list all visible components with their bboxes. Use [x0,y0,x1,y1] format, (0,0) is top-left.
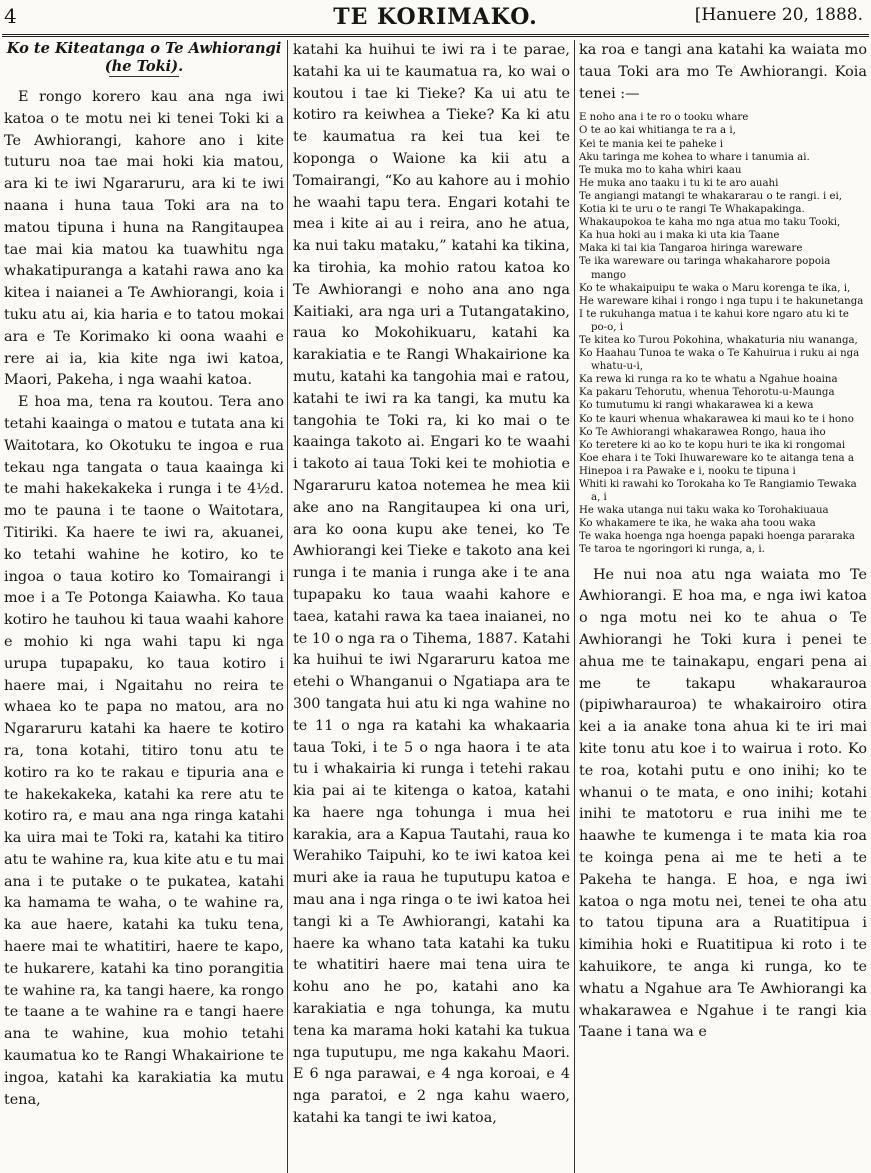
poem-line: Whakaupokoa te kaha mo nga atua mo taku Tooki, [579,217,841,229]
paragraph: E rongo korero kau ana nga iwi katoa o te motu nei ki tenei Toki ki a Te Awhiorangi, kahore ano i kite tuturu noa tae mai hoki kia matou, ara ki te iwi Ngararuru, ara ki te iwi naana i huna taua Toki ara na to matou tipuna i huna na Rangitaupea tae mai kia matou ka tuawhitu nga whakatipuranga a katahi rawa ano ka kitea i naianei a Te Awhiorangi, koia i tuku atu ai, kia haria e to tatou mokai ara e Te Korimako ki oona waahi e rere ai ia, kia kite nga iwi katoa, Maori, Pakeha, i nga waahi katoa. [4,89,284,389]
column-divider [287,40,288,1173]
poem-line: Ko te kauri whenua whakarawea ki maui ko te i hono [579,413,854,425]
poem-line: Kei te mania kei te paheke i [579,138,724,150]
poem-line: E noho ana i te ro o tooku whare [579,112,749,124]
poem-line: Kotia ki te uru o te rangi Te Whakapakinga. [579,204,805,216]
poem-line: O te ao kai whitianga te ra a i, [579,125,736,137]
poem-line: Ko tumutumu ki rangi whakarawea ki a kewa [579,400,814,412]
paragraph: ka roa e tangi ana katahi ka waiata mo taua Toki ara mo Te Awhiorangi. Koia tenei :— [579,42,867,102]
page-number: 4 [4,4,17,28]
page-header [0,0,871,40]
title-rule [109,76,179,77]
masthead-title: TE KORIMAKO. [333,4,538,30]
poem-line: Ka pakaru Tehorutu, whenua Tehorotu-u-Maunga [579,387,835,399]
poem-line: Hinepoa i ra Pawake e i, nooku te tipuna i [579,465,796,477]
poem-line: He muka ano taaku i tu ki te aro auahi [579,177,779,189]
poem-line: Koe ehara i te Toki Ihuwareware ko te aitanga tena a [579,452,854,464]
poem-line: Aku taringa me kohea to whare i tanumia ai. [579,151,810,163]
poem-line: Ko Haahau Tunoa te waka o Te Kahuirua i ruku ai nga whatu-u-i, [579,348,860,373]
poem-line: Ka hua hoki au i maka ki uta kia Taane [579,230,780,242]
paragraph: E hoa ma, tena ra koutou. Tera ano tetahi kaainga o matou e tutata ana ki Waitotara, ko Okotuku te ingoa e rua tekau nga tangata o taua kaainga ki te mahi hakekakeka i runga i te 4½d. mo te pauna i te taone o Waitotara, Titiriki. Ka haere te iwi ra, akuanei, ko tetahi wahine he kotiro, ko te ingoa o taua kotiro ko Tomairangi i moe i a Te Potonga Kaiawha. Ko taua kotiro he tauhou ki taua waahi kahore e mohio ki nga wahi tapu ki nga urupa tupapaku, ko taua kotiro i haere mai, i Ngaitahu no reira te whaea ko te papa no matou, ara no Ngararuru katahi ka haere te kotiro ra, tona kotahi, titiro tonu atu te kotiro ra ko te rakau e tipuria ana e te hakekakeka, katahi ka rere atu te kotiro ra, e mau ana nga ringa katahi ka uira mai te Toki ra, katahi ka titiro atu te wahine ra, kua kite atu e tu mai ana i te putake o te pukatea, katahi ka hamama te waha, o te wahine ra, ka aue haere, katahi ka tuku tena, haere mai te whatitiri, haere te kapo, te hukarere, katahi ka tino porangitia te wahine ra, ka tangi haere, ka rongo te taane a te wahine ra e tangi haere ana te wahine, kua mohio tetahi kaumatua ko te Rangi Whakairione te ingoa, katahi ka karakiatia ka mutu tena, [4,394,284,1108]
poem-line: Ko teretere ki ao ko te kopu huri te ika ki rongomai [579,439,846,451]
poem-line: He waka utanga nui taku waka ko Torohakiuaua [579,505,829,517]
poem-line: Te muka mo to kaha whiri kaau [579,164,742,176]
article-title: Ko te Kiteatanga o Te Awhiorangi (he Toki). [6,40,282,75]
paragraph: He nui noa atu nga waiata mo Te Awhiorangi. E hoa ma, e nga iwi katoa o nga motu nei ko te ahua o Te Awhiorangi he Toki kura i penei te ahua me te tainakapu, engari pena ai me te takapu whakarauroa (pipiwharauroa) te whakairoiro otira kei a ia anake tona ahua ki te iri mai kite tonu atu koe i to wairua i roto. Ko te roa, kotahi putu e ono inihi; ko te whanui o te mata, e ono inihi; kotahi inihi te matotoru e rua inihi me te haawhe te kumenga i te mata kia roa te koinga pena ai me te heti a te Pakeha te hanga. E hoa, e nga iwi katoa o nga motu nei, tenei te oha atu to tatou tipuna ara a Ruatitipua i kimihia hoki e Ruatitipua ki roto i te kahuikore, te anga ki runga, ko te whatu a Ngahue ara Te Awhiorangi ka whakarawea e Ngahue i te rangi kia Taane i tana wa e [579,566,867,1041]
poem-line: Ko whakamere te ika, he waka aha toou waka [579,518,816,530]
waiata-poem [579,111,867,556]
column-divider [574,40,575,1173]
poem-line: He wareware kihai i rongo i nga tupu i te hakunetanga [579,295,864,307]
poem-line: Te waka hoenga nga hoenga papaki hoenga pararaka [579,531,855,543]
paragraph: katahi ka huihui te iwi ra i te parae, katahi ka ui te kaumatua ra, ko wai o koutou i tae ki Tieke? Ka ui atu te kotiro ra keiwhea a Tieke? Ka ki atu te kaumatua ra kei tua kei te koponga o Waione ka kii atu a Tomairangi, “Ko au kahore au i mohio he waahi tapu tera. Engari kotahi te mea i kite ai au i reira, ano he atua, ka nui taku mataku,” katahi ka tikina, ka tirohia, ka mohio ratou katoa ko Te Awhiorangi e noho ana ano nga Kaitiaki, ara nga uri a Tutangatakino, raua ko Mokohikuaru, katahi ka karakiatia e te Rangi Whakairione ka mutu, katahi ka tangohia mai e ratou, katahi te iwi ra ka tangi, ka mutu ka tangohia te Toki ra, ki ko mai o te kaainga takoto ai. Engari ko te waahi i takoto ai taua Toki kei te mohiotia e Ngararuru katoa notemea he mea kii ake ano na Rangitaupea ki ona uri, ara ko oona kupu ake tenei, ko Te Awhiorangi kei Tieke e takoto ana kei runga i te mania i runga ake i te ana tupapaku ko taua waahi kahore e taea, katahi rawa ka taea inaianei, no te 10 o nga ra o Tihema, 1887. Katahi ka huihui te iwi Ngararuru katoa me etehi o Whanganui o Ngatiapa ara te 300 tangata hui atu ki nga wahine no te 11 o nga ra katahi ka whakaaria taua Toki, i te 5 o nga haora i te ata tu i whakairia ki runga i tetehi rakau kia pai ai te kitenga o katoa, katahi ka haere nga tohunga i mua hei karakia, ara a Kapua Tautahi, raua ko Werahiko Taipuhi, ko te iwi katoa kei muri ake ia raua he tuputupu katoa e mau ana i nga ringa o te iwi katoa hei tangi ki a Te Awhiorangi, katahi ka haere ka whano tata katahi ka tuku te whatitiri haere mai tena uira te kohu ano he po, katahi ano ka karakiatia e nga tohunga, ka mutu tena ka marama hoki katahi ka tukua nga tuputupu, me nga kakahu Maori. E 6 nga parawai, e 4 nga koroai, e 4 nga paratoi, e 2 nga kahu waero, katahi ka tangi te iwi katoa, [293,42,570,1127]
issue-date: [Hanuere 20, 1888. [694,5,863,25]
poem-line: Ko te whakaipuipu te waka o Maru korenga te ika, i, [579,282,851,294]
column-1 [4,40,284,1170]
poem-line: Maka ki tai kia Tangaroa hiringa wareware [579,243,803,255]
column-2 [293,40,570,1170]
column-3 [579,40,867,1170]
header-rule [2,34,869,37]
poem-line: Te angiangi matangi te whakararau o te rangi. i ei, [579,190,842,202]
poem-line: I te rukuhanga matua i te kahui kore ngaro atu ki te po-o, i [579,308,849,333]
poem-line: Te kitea ko Turou Pokohina, whakaturia niu wananga, [579,334,858,346]
poem-line: Te taroa te ngoringori ki runga, a, i. [579,544,765,556]
poem-line: Te ika wareware ou taringa whakaharore popoia mango [579,256,831,281]
poem-line: Ko Te Awhiorangi whakarawea Rongo, haua iho [579,426,826,438]
poem-line: Ka rewa ki runga ra ko te whatu a Ngahue hoaina [579,374,838,386]
poem-line: Whiti ki rawahi ko Torokaha ko Te Rangiamio Tewaka a, i [579,479,857,504]
